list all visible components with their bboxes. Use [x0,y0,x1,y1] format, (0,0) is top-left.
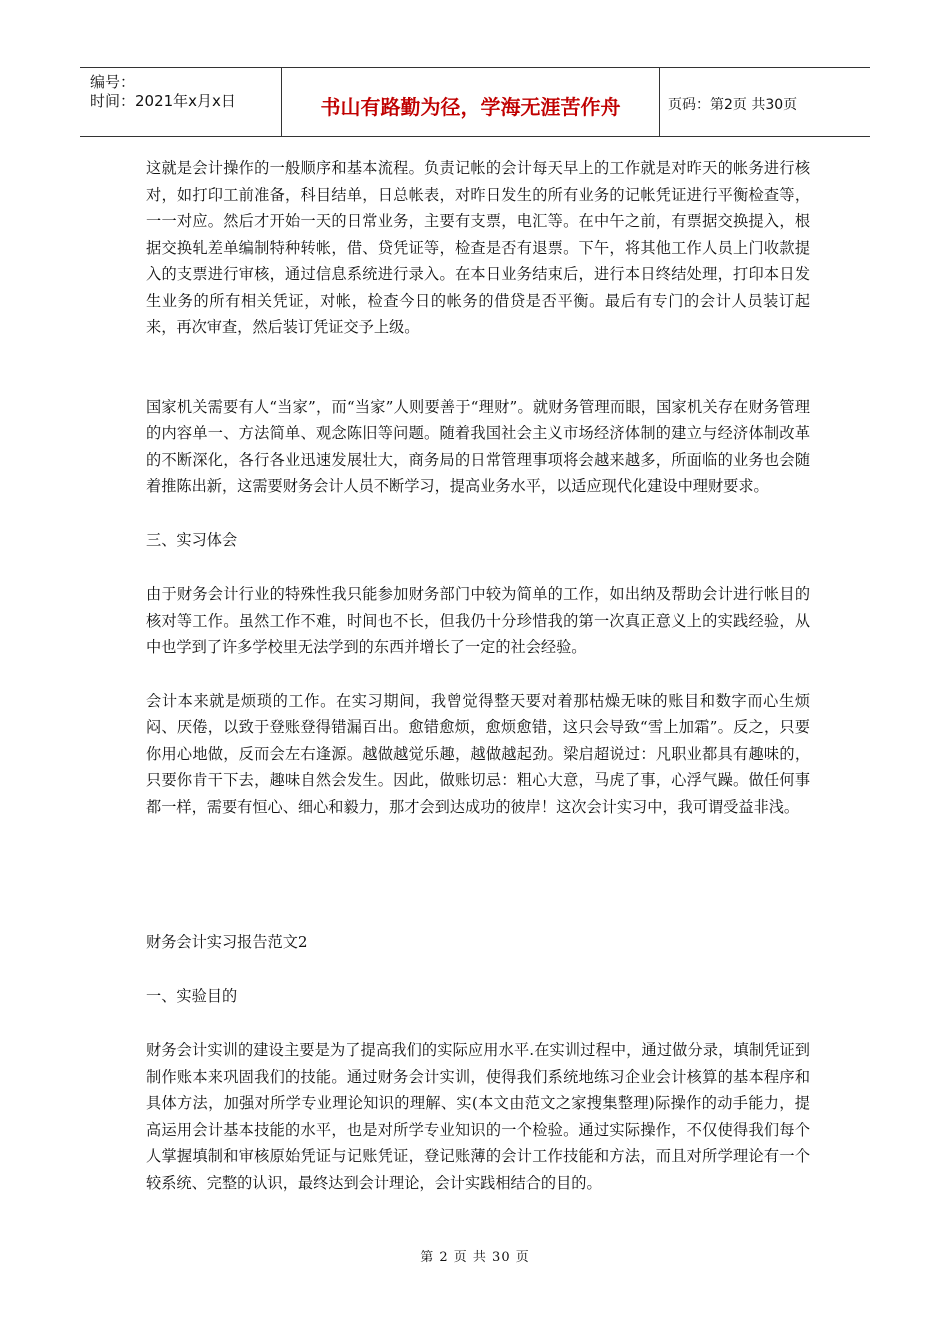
header-meta [80,68,282,136]
paragraph-accounting-process: 这就是会计操作的一般顺序和基本流程。负责记帐的会计每天早上的工作就是对昨天的帐务进行核对，如打印工前准备，科目结单，日总帐表，对昨日发生的所有业务的记帐凭证进行平衡检查等，一一对应。然后才开始一天的日常业务，主要有支票，电汇等。在中午之前，有票据交换提入，根据交换轧差单编制特种转帐，借、贷凭证等，检查是否有退票。下午，将其他工作人员上门收款提入的支票进行审核，通过信息系统进行录入。在本日业务结束后，进行本日终结处理，打印本日发生业务的所有相关凭证，对帐，检查今日的帐务的借贷是否平衡。最后有专门的会计人员装订起来，再次审查，然后装订凭证交予上级。 [146,159,810,336]
section-heading-internship-experience: 三、实习体会 [146,530,238,549]
header-motto: 书山有路勤为径，学海无涯苦作舟 [282,68,660,136]
paragraph-training-purpose: 财务会计实训的建设主要是为了提高我们的实际应用水平.在实训过程中，通过做分录，填制凭证到制作账本来巩固我们的技能。通过财务会计实训，使得我们系统地练习企业会计核算的基本程序和具体方法，加强对所学专业理论知识的理解、实(本文由范文之家搜集整理)际操作的动手能力，提高运用会计基本技能的水平，也是对所学专业知识的一个检验。通过实际操作，不仅使得我们每个人掌握填制和审核原始凭证与记账凭证，登记账薄的会计工作技能和方法，而且对所学理论有一个较系统、完整的认识，最终达到会计理论，会计实践相结合的目的。 [146,1041,810,1192]
paragraph-accounting-reflection: 会计本来就是烦琐的工作。在实习期间，我曾觉得整天要对着那枯燥无味的账目和数字而心生烦闷、厌倦，以致于登账登得错漏百出。愈错愈烦，愈烦愈错，这只会导致“雪上加霜”。反之，只要你用心地做，反而会左右逢源。越做越觉乐趣，越做越起劲。梁启超说过：凡职业都具有趣味的，只要你肯干下去，趣味自然会发生。因此，做账切忌：粗心大意，马虎了事，心浮气躁。做任何事都一样，需要有恒心、细心和毅力，那才会到达成功的彼岸！这次会计实习中，我可谓受益非浅。 [146,691,810,816]
document-date: 时间：2021年x月x日 [90,92,236,110]
page-header [80,67,870,137]
paragraph-financial-management: 国家机关需要有人“当家”，而“当家”人则要善于“理财”。就财务管理而眼，国家机关存在财务管理的内容单一、方法简单、观念陈旧等问题。随着我国社会主义市场经济体制的建立与经济体制改革的不断深化，各行各业迅速发展壮大，商务局的日常管理事项将会越来越多，所面临的业务也会随着推陈出新，这需要财务会计人员不断学习，提高业务水平，以适应现代化建设中理财要求。 [146,397,810,495]
paragraph-internship-work: 由于财务会计行业的特殊性我只能参加财务部门中较为简单的工作，如出纳及帮助会计进行帐目的核对等工作。虽然工作不难，时间也不长，但我仍十分珍惜我的第一次真正意义上的实践经验，从中也学到了许多学校里无法学到的东西并增长了一定的社会经验。 [146,585,810,656]
section-heading-experiment-purpose: 一、实验目的 [146,986,238,1005]
report-title: 财务会计实习报告范文2 [146,933,308,951]
header-page-info: 页码：第2页 共30页 [668,97,798,113]
document-body [146,155,810,1196]
page-footer: 第 2 页 共 30 页 [420,1250,530,1265]
document-code-label: 编号： [90,73,136,91]
